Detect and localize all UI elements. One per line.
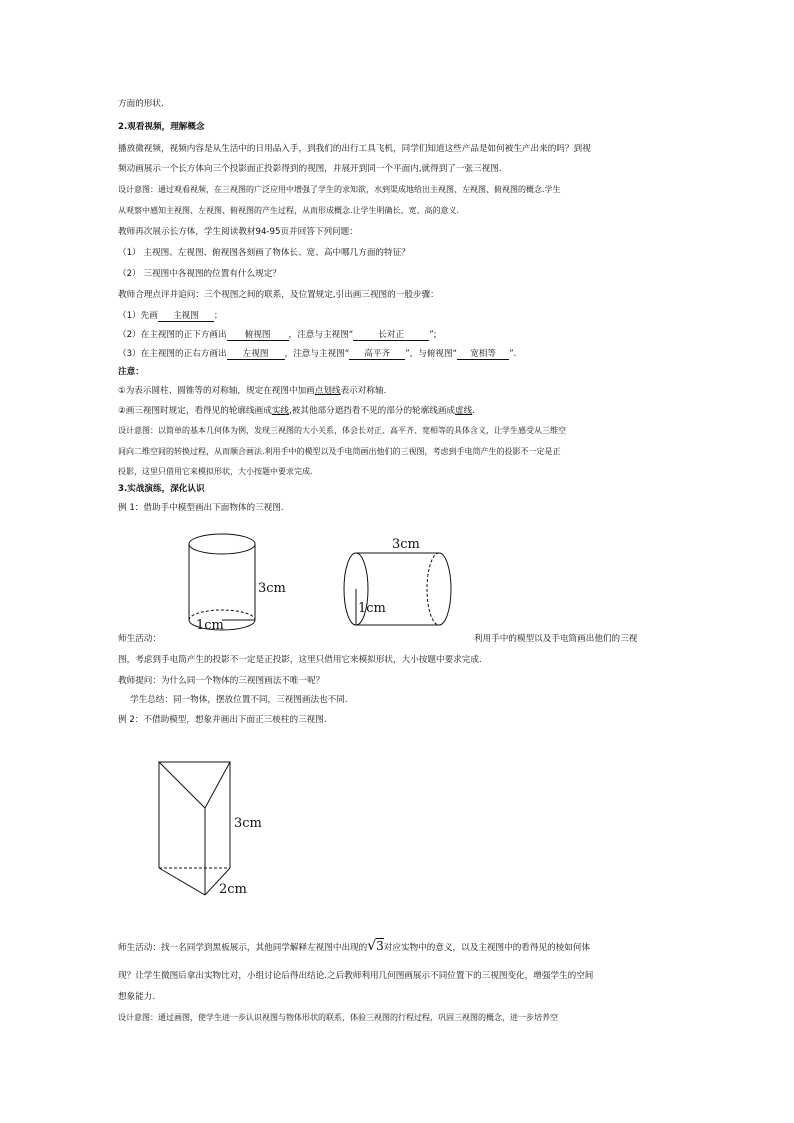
teacher-instruction: 教师再次展示长方体，学生阅读教材94-95页并回答下列问题： [118, 227, 358, 237]
lying-cylinder-right-front [439, 553, 451, 625]
step-3-blank-1: 左视图 [227, 349, 285, 360]
cylinder-height-label: 3cm [258, 581, 286, 596]
step-3-text: （3）在主视图的正右方画出 [118, 349, 227, 359]
step-2-mid: ，注意与主视图“ [288, 330, 354, 340]
prism-height-label: 3cm [234, 816, 262, 831]
note-2-text: ②画三视图时规定，看得见的轮廓线画成 [118, 406, 272, 416]
step-1 [118, 310, 222, 322]
prism-bottom-left [159, 868, 205, 895]
step-2-blank-2: 长对正 [353, 330, 429, 341]
step-3-mid: ，注意与主视图“ [284, 349, 350, 359]
design-intent-2: 设计意图：以简单的基本几何体为例，发现三视图的大小关系，体会长对正、高平齐、宽相等的具体含义，让学生感受从三维空 [118, 426, 566, 435]
sqrt-symbol: √ [367, 938, 377, 954]
example-1: 例 1：借助手中模型画出下面物体的三视图. [118, 503, 284, 513]
lying-cylinder-length-label: 3cm [392, 537, 420, 552]
design-intent-2-cont: 间向二维空间的转换过程，从而顺合画法.利用手中的模型以及手电筒画出他们的三视图，考虑到手电筒产生的投影不一定是正 [118, 447, 561, 456]
activity-2-text: 师生活动：找一名同学到黑板展示，其他同学解释左视图中出现的 [118, 943, 368, 953]
note-2-emph-2: 虚线 [455, 406, 473, 416]
paragraph-video-cont: 频动画展示一个长方体向三个投影面正投影得到的视图，并展开到同一个平面内,就得到了一张三视图. [118, 164, 502, 174]
activity-2-text-end: 对应实物中的意义，以及主视图中的看得见的棱如何体 [383, 943, 591, 953]
step-3 [118, 348, 516, 360]
step-3-blank-3: 宽相等 [457, 349, 509, 360]
activity-1-text-cont: 图，考虑到手电筒产生的投影不一定是正投影，这里只借用它来模拟形状，大小按题中要求完成. [118, 655, 482, 665]
note-1-emph: 点划线 [314, 386, 341, 396]
example-2: 例 2：不借助模型，想象并画出下面正三棱柱的三视图. [118, 715, 327, 725]
step-2-text: （2）在主视图的正下方画出 [118, 330, 227, 340]
note-2-emph-1: 实线 [271, 406, 290, 416]
note-heading: 注意： [118, 367, 144, 377]
note-1-text: ①为表示圆柱、圆锥等的对称轴，规定在视图中加画 [118, 386, 315, 396]
step-2 [118, 329, 437, 341]
note-2-mid: ,被其他部分遮挡看不见的部分的轮廓线画成 [289, 406, 456, 416]
note-2-end: . [472, 406, 475, 416]
prism-base-label: 2cm [219, 882, 247, 897]
cylinder-radius-label: 1cm [196, 618, 224, 633]
paragraph-continuation: 方面的形状. [118, 99, 164, 109]
activity-2 [118, 940, 590, 954]
step-2-end: ”; [429, 330, 437, 340]
step-1-text: （1）先画 [118, 311, 158, 321]
note-2 [118, 405, 475, 417]
lying-cylinder-radius-label: 1cm [358, 601, 386, 616]
activity-1-label: 师生活动： [118, 634, 161, 644]
question-1: （1） 主视图、左视图、俯视图各刻画了物体长、宽、高中哪几方面的特征？ [118, 248, 410, 258]
activity-1-text: 利用手中的模型以及手电筒画出他们的三视 [474, 634, 638, 644]
note-1 [118, 385, 386, 397]
teacher-question: 教师提问：为什么同一个物体的三视图画法不唯一呢？ [118, 676, 325, 686]
paragraph-video: 播放微视频，视频内容是从生活中的日用品入手，到我们的出行工具飞机，同学们知道这些产品是如何被生产出来的吗？到视 [118, 144, 591, 154]
step-1-blank: 主视图 [158, 311, 214, 322]
step-3-blank-2: 高平齐 [349, 349, 405, 360]
cylinder-top-ellipse [189, 534, 255, 554]
step-1-end: ； [213, 311, 223, 321]
step-2-blank-1: 俯视图 [227, 330, 289, 341]
cylinder-lying-figure [336, 530, 466, 630]
section-heading-2: 2.观看视频，理解概念 [118, 122, 205, 132]
design-intent-1: 设计意图：通过观看视频，在三视图的广泛应用中增强了学生的求知欲，水到渠成地给出主视图、左视图、俯视图的概念.学生 [118, 185, 561, 194]
design-intent-2-end: 投影，这里只借用它来模拟形状，大小按题中要求完成. [118, 467, 313, 476]
note-1-end: 表示对称轴. [340, 386, 387, 396]
step-3-mid-2: ”，与俯视图“ [405, 349, 458, 359]
prism-top-face [159, 762, 230, 808]
lying-cylinder-right-back [427, 553, 439, 625]
activity-2-end: 想象能力. [118, 992, 156, 1002]
section-heading-3: 3.实战演练，深化认识 [118, 484, 205, 494]
sqrt-radicand: 3 [376, 939, 384, 953]
activity-2-cont: 现？让学生微图后拿出实物比对，小组讨论后得出结论.之后教师利用几何图画展示不同位置下的三视图变化，增强学生的空间 [118, 971, 594, 981]
student-summary: 学生总结：同一物体，摆放位置不同，三视图画法也不同. [130, 695, 348, 705]
step-3-end: ”. [509, 349, 517, 359]
cylinder-upright-figure [180, 528, 300, 638]
teacher-comment: 教师合理点评并追问：三个视图之间的联系，及位置规定,引出画三视图的一般步骤： [118, 290, 439, 300]
triangular-prism-figure [150, 755, 280, 900]
design-intent-3: 设计意图：通过画图，使学生进一步认识视图与物体形状的联系，体验三视图的行程过程，巩固三视图的概念，进一步培养空 [118, 1013, 558, 1022]
question-2: （2） 三视图中各视图的位置有什么规定？ [118, 269, 281, 279]
design-intent-1-cont: 从观察中感知主视图、左视图、俯视图的产生过程，从而形成概念.让学生明确长、宽、高的意义. [118, 206, 460, 215]
